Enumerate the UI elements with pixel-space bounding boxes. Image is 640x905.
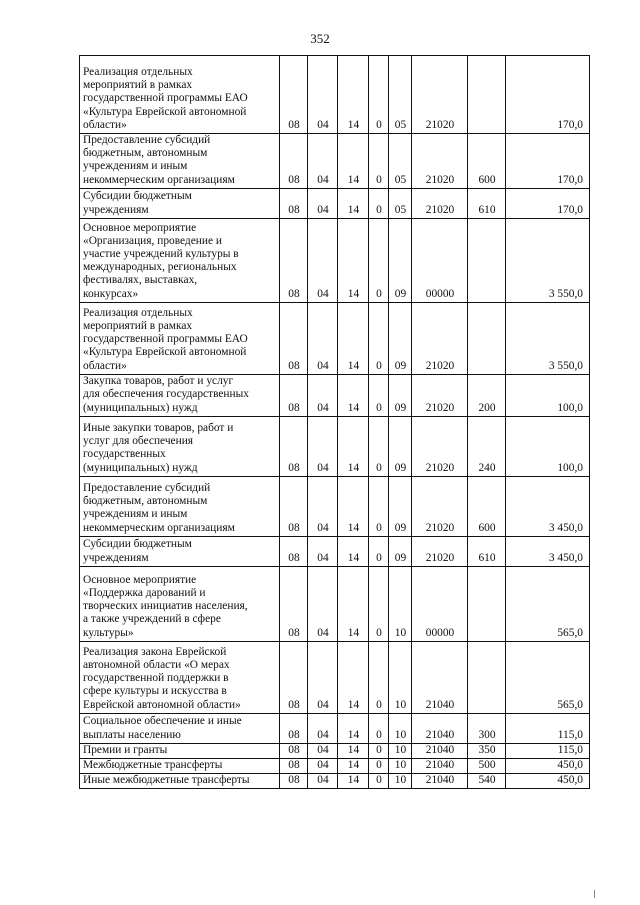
cell-program: 14 [338, 759, 369, 774]
cell-subprogram: 0 [369, 416, 389, 476]
cell-amount: 100,0 [506, 416, 590, 476]
cell-amount: 3 450,0 [506, 536, 590, 566]
cell-direction: 21040 [412, 774, 468, 789]
cell-expense-type: 350 [468, 743, 506, 758]
cell-direction: 21020 [412, 134, 468, 189]
cell-direction: 21040 [412, 713, 468, 743]
cell-program: 14 [338, 476, 369, 536]
cell-expense-type [468, 302, 506, 374]
cell-expense-type [468, 641, 506, 713]
cell-expense-type: 240 [468, 416, 506, 476]
cell-subprogram: 0 [369, 566, 389, 641]
cell-name: Субсидии бюджетным учреждениям [80, 536, 280, 566]
cell-direction: 21020 [412, 536, 468, 566]
cell-section: 08 [280, 536, 308, 566]
cell-program: 14 [338, 374, 369, 416]
cell-direction: 21020 [412, 188, 468, 218]
cell-event: 10 [389, 566, 412, 641]
cell-section: 08 [280, 416, 308, 476]
cell-expense-type: 600 [468, 134, 506, 189]
cell-event: 09 [389, 374, 412, 416]
cell-event: 09 [389, 476, 412, 536]
cell-event: 10 [389, 713, 412, 743]
cell-program: 14 [338, 56, 369, 134]
cell-section: 08 [280, 476, 308, 536]
cell-subprogram: 0 [369, 759, 389, 774]
table-row [80, 416, 590, 476]
cell-expense-type: 600 [468, 476, 506, 536]
cell-name: Предоставление субсидий бюджетным, автономным учреждениям и иным некоммерческим организациям [80, 476, 280, 536]
cell-program: 14 [338, 218, 369, 302]
cell-name: Социальное обеспечение и иные выплаты населению [80, 713, 280, 743]
cell-amount: 565,0 [506, 566, 590, 641]
cell-subprogram: 0 [369, 302, 389, 374]
cell-direction: 21040 [412, 641, 468, 713]
cell-name: Межбюджетные трансферты [80, 759, 280, 774]
cell-subsection: 04 [308, 536, 338, 566]
cell-expense-type: 610 [468, 536, 506, 566]
cell-event: 05 [389, 56, 412, 134]
cell-name: Закупка товаров, работ и услуг для обеспечения государственных (муниципальных) нужд [80, 374, 280, 416]
cell-program: 14 [338, 302, 369, 374]
cell-program: 14 [338, 134, 369, 189]
cell-amount: 450,0 [506, 759, 590, 774]
cell-amount: 170,0 [506, 56, 590, 134]
table-row [80, 774, 590, 789]
cell-event: 05 [389, 188, 412, 218]
cell-event: 10 [389, 774, 412, 789]
budget-table [79, 55, 590, 789]
table-row [80, 713, 590, 743]
cell-direction: 21020 [412, 416, 468, 476]
cell-amount: 170,0 [506, 188, 590, 218]
table-row [80, 188, 590, 218]
table-row [80, 566, 590, 641]
cell-section: 08 [280, 774, 308, 789]
cell-program: 14 [338, 536, 369, 566]
table-row [80, 134, 590, 189]
cell-direction: 00000 [412, 566, 468, 641]
cell-subprogram: 0 [369, 774, 389, 789]
cell-subprogram: 0 [369, 743, 389, 758]
cell-amount: 3 550,0 [506, 218, 590, 302]
cell-subprogram: 0 [369, 188, 389, 218]
cell-subsection: 04 [308, 641, 338, 713]
cell-name: Иные межбюджетные трансферты [80, 774, 280, 789]
cell-direction: 00000 [412, 218, 468, 302]
cell-subprogram: 0 [369, 374, 389, 416]
cell-event: 10 [389, 759, 412, 774]
cell-section: 08 [280, 759, 308, 774]
table-row [80, 476, 590, 536]
cell-expense-type: 610 [468, 188, 506, 218]
table-row [80, 302, 590, 374]
cell-section: 08 [280, 302, 308, 374]
cell-subsection: 04 [308, 713, 338, 743]
cell-section: 08 [280, 218, 308, 302]
cell-section: 08 [280, 566, 308, 641]
cell-amount: 565,0 [506, 641, 590, 713]
cell-event: 05 [389, 134, 412, 189]
cell-amount: 100,0 [506, 374, 590, 416]
cell-amount: 115,0 [506, 743, 590, 758]
cell-event: 10 [389, 641, 412, 713]
cell-expense-type: 200 [468, 374, 506, 416]
cell-event: 09 [389, 536, 412, 566]
cell-name: Предоставление субсидий бюджетным, автономным учреждениям и иным некоммерческим организациям [80, 134, 280, 189]
cell-section: 08 [280, 374, 308, 416]
table-row [80, 374, 590, 416]
cell-direction: 21020 [412, 476, 468, 536]
cell-name: Основное мероприятие «Организация, проведение и участие учреждений культуры в международных, региональных фестивалях, выставках, конкурсах» [80, 218, 280, 302]
cell-subprogram: 0 [369, 56, 389, 134]
cell-section: 08 [280, 713, 308, 743]
page-number: 352 [310, 31, 330, 46]
cell-name: Премии и гранты [80, 743, 280, 758]
cell-event: 09 [389, 416, 412, 476]
cell-expense-type [468, 56, 506, 134]
table-row [80, 743, 590, 758]
cell-section: 08 [280, 743, 308, 758]
cell-amount: 170,0 [506, 134, 590, 189]
cell-subsection: 04 [308, 218, 338, 302]
cell-subsection: 04 [308, 566, 338, 641]
cell-subsection: 04 [308, 56, 338, 134]
cell-event: 10 [389, 743, 412, 758]
cell-subprogram: 0 [369, 476, 389, 536]
cell-program: 14 [338, 743, 369, 758]
cell-subsection: 04 [308, 476, 338, 536]
cell-subprogram: 0 [369, 536, 389, 566]
cell-expense-type: 500 [468, 759, 506, 774]
cell-direction: 21020 [412, 302, 468, 374]
cell-direction: 21040 [412, 743, 468, 758]
cell-expense-type [468, 218, 506, 302]
cell-expense-type: 300 [468, 713, 506, 743]
table-row [80, 536, 590, 566]
cell-name: Реализация отдельных мероприятий в рамках государственной программы ЕАО «Культура Еврейской автономной области» [80, 302, 280, 374]
cell-program: 14 [338, 641, 369, 713]
cell-subsection: 04 [308, 743, 338, 758]
cell-direction: 21020 [412, 56, 468, 134]
cell-direction: 21040 [412, 759, 468, 774]
cell-subsection: 04 [308, 774, 338, 789]
cell-program: 14 [338, 188, 369, 218]
cell-name: Реализация закона Еврейской автономной области «О мерах государственной поддержки в сфере культуры и искусства в Еврейской автономной области» [80, 641, 280, 713]
scan-mark [594, 890, 595, 898]
cell-section: 08 [280, 56, 308, 134]
cell-event: 09 [389, 218, 412, 302]
cell-subprogram: 0 [369, 218, 389, 302]
cell-subsection: 04 [308, 302, 338, 374]
cell-section: 08 [280, 188, 308, 218]
table-row [80, 641, 590, 713]
cell-name: Основное мероприятие «Поддержка дарований и творческих инициатив населения, а также учреждений в сфере культуры» [80, 566, 280, 641]
table-row [80, 218, 590, 302]
cell-expense-type [468, 566, 506, 641]
table-row [80, 759, 590, 774]
cell-subsection: 04 [308, 134, 338, 189]
cell-subsection: 04 [308, 759, 338, 774]
cell-subsection: 04 [308, 374, 338, 416]
cell-subprogram: 0 [369, 713, 389, 743]
cell-subsection: 04 [308, 188, 338, 218]
cell-section: 08 [280, 641, 308, 713]
cell-program: 14 [338, 566, 369, 641]
table-row [80, 56, 590, 134]
cell-subprogram: 0 [369, 641, 389, 713]
cell-subsection: 04 [308, 416, 338, 476]
cell-direction: 21020 [412, 374, 468, 416]
cell-name: Субсидии бюджетным учреждениям [80, 188, 280, 218]
cell-amount: 115,0 [506, 713, 590, 743]
cell-section: 08 [280, 134, 308, 189]
cell-amount: 3 450,0 [506, 476, 590, 536]
cell-amount: 450,0 [506, 774, 590, 789]
cell-program: 14 [338, 416, 369, 476]
cell-program: 14 [338, 774, 369, 789]
cell-expense-type: 540 [468, 774, 506, 789]
cell-name: Реализация отдельных мероприятий в рамках государственной программы ЕАО «Культура Еврейской автономной области» [80, 56, 280, 134]
cell-amount: 3 550,0 [506, 302, 590, 374]
cell-program: 14 [338, 713, 369, 743]
cell-subprogram: 0 [369, 134, 389, 189]
cell-name: Иные закупки товаров, работ и услуг для обеспечения государственных (муниципальных) нужд [80, 416, 280, 476]
cell-event: 09 [389, 302, 412, 374]
